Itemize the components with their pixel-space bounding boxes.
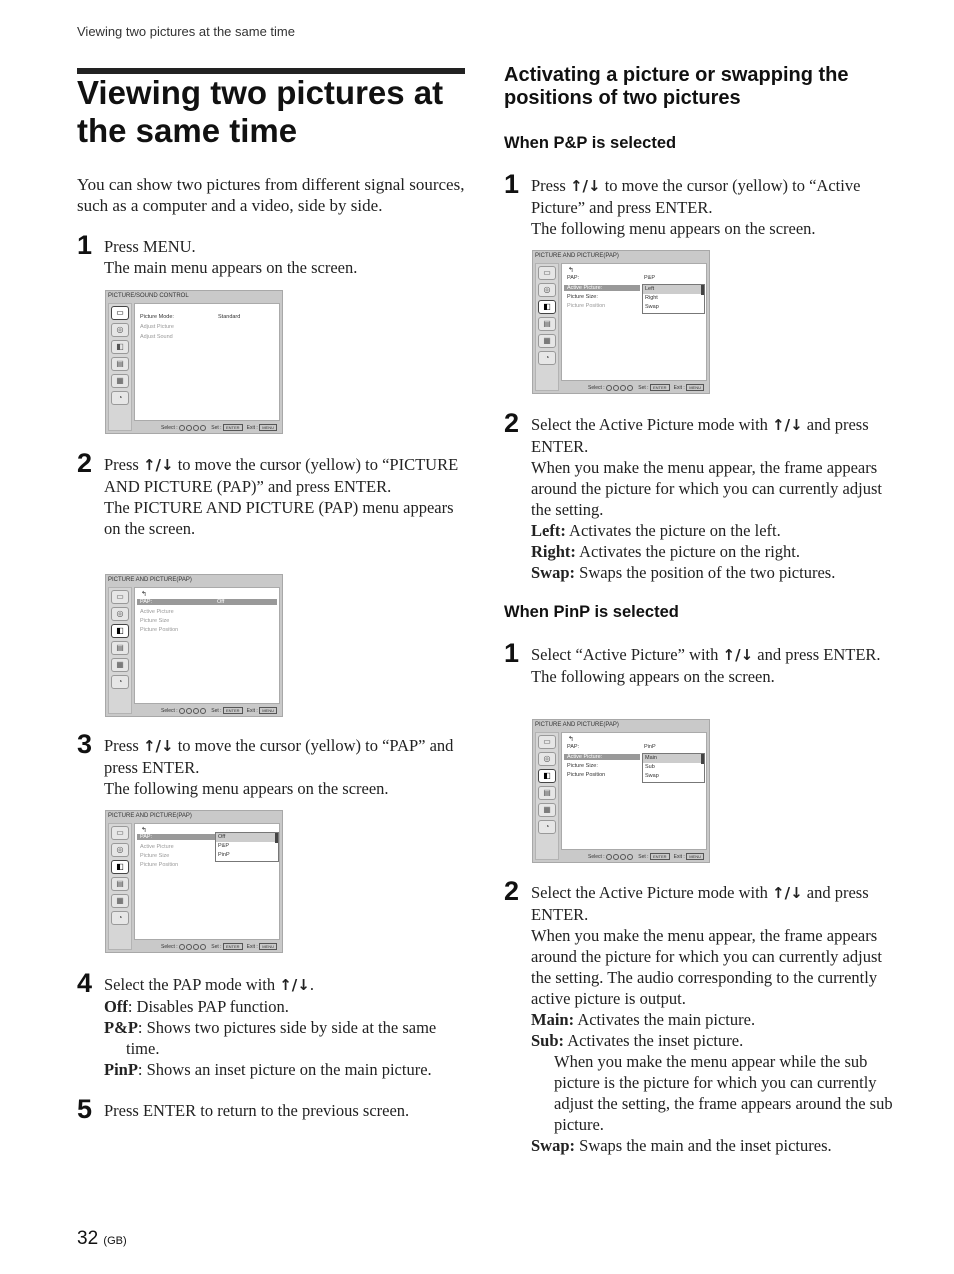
setup-icon: ▦ xyxy=(111,658,129,672)
dropdown-option[interactable]: Swap xyxy=(645,304,659,310)
section-title: Activating a picture or swapping the positions of two pictures xyxy=(504,64,849,109)
menu-row[interactable]: PAP: P&P xyxy=(567,275,656,281)
option-right: Right: Activates the picture on the right. xyxy=(531,542,800,561)
up-down-arrows-icon: ↑/↓ xyxy=(569,177,601,195)
menu-row[interactable]: Picture Position xyxy=(140,862,179,868)
step-text: Press ↑/↓ to move the cursor (yellow) to “PICTURE AND PICTURE (PAP)” and press ENTER. xyxy=(104,455,459,496)
step-text: Select “Active Picture” with ↑/↓ and press ENTER. xyxy=(531,645,881,664)
step-text: Press MENU. xyxy=(104,237,196,256)
input-icon: ▤ xyxy=(538,317,556,331)
menu-row[interactable]: Active Picture xyxy=(140,844,174,850)
step-text: The following appears on the screen. xyxy=(531,667,775,686)
menu-row[interactable]: PAP: PinP xyxy=(567,744,656,750)
menu-screen-pap-dropdown xyxy=(105,810,283,953)
menu-content xyxy=(134,587,280,704)
up-down-arrows-icon: ↑/↓ xyxy=(722,646,754,664)
feature-icon: ◎ xyxy=(538,752,556,766)
picture-sound-icon: ▭ xyxy=(538,735,556,749)
dropdown-scrollbar[interactable] xyxy=(275,833,278,843)
up-down-arrows-icon: ↑/↓ xyxy=(142,737,174,755)
menu-footer: Select : Set : ENTER Exit : MENU xyxy=(161,424,277,431)
menu-title: PICTURE AND PICTURE(PAP) xyxy=(535,722,619,728)
menu-row-value: Standard xyxy=(218,314,241,320)
pap-icon: ◧ xyxy=(111,624,129,638)
picture-sound-icon: ▭ xyxy=(538,266,556,280)
option-off: Off: Disables PAP function. xyxy=(104,997,289,1016)
subsection-title-pinp: When PinP is selected xyxy=(504,603,679,621)
step-number: 2 xyxy=(504,408,520,438)
active-picture-dropdown[interactable] xyxy=(642,284,705,314)
step-text: The following menu appears on the screen. xyxy=(104,779,389,798)
back-arrow-icon[interactable]: ↰ xyxy=(568,267,574,274)
page-title: Viewing two pictures at the same time xyxy=(77,74,444,149)
menu-row[interactable]: Picture Size: xyxy=(567,294,598,300)
setup-icon: ▦ xyxy=(538,334,556,348)
menu-row[interactable]: Picture Size: xyxy=(567,763,598,769)
menu-title: PICTURE AND PICTURE(PAP) xyxy=(108,577,192,583)
option-pinp: PinP: Shows an inset picture on the main picture. xyxy=(104,1060,432,1079)
timer-icon: ◔ xyxy=(538,351,556,365)
step-number: 1 xyxy=(504,169,520,199)
timer-icon: ◔ xyxy=(111,391,129,405)
active-picture-dropdown[interactable] xyxy=(642,753,705,783)
step-text: The main menu appears on the screen. xyxy=(104,258,358,277)
up-down-arrows-icon: ↑/↓ xyxy=(772,884,803,902)
picture-sound-icon: ▭ xyxy=(111,826,129,840)
back-arrow-icon[interactable]: ↰ xyxy=(141,827,147,834)
step-number: 4 xyxy=(77,968,93,998)
timer-icon: ◔ xyxy=(538,820,556,834)
back-arrow-icon[interactable]: ↰ xyxy=(568,736,574,743)
menu-row-value: P&P xyxy=(644,275,656,281)
menu-title: PICTURE/SOUND CONTROL xyxy=(108,293,189,299)
menu-row[interactable]: Active Picture xyxy=(140,609,174,615)
option-swap: Swap: Swaps the main and the inset pictures. xyxy=(531,1136,832,1155)
menu-row[interactable]: Active Picture: xyxy=(564,754,640,760)
pap-icon: ◧ xyxy=(111,340,129,354)
step-text: When you make the menu appear, the frame appears around the picture for which you can currently adjust the setting. xyxy=(531,458,882,519)
pap-mode-dropdown[interactable] xyxy=(215,832,279,862)
picture-sound-icon: ▭ xyxy=(111,590,129,604)
menu-row[interactable]: Picture Size xyxy=(140,618,170,624)
menu-row[interactable]: PAP: xyxy=(137,834,215,840)
input-icon: ▤ xyxy=(111,357,129,371)
menu-icon-strip xyxy=(108,587,132,714)
option-swap: Swap: Swaps the position of the two pictures. xyxy=(531,563,836,582)
menu-row[interactable]: Picture Position xyxy=(567,772,606,778)
setup-icon: ▦ xyxy=(111,894,129,908)
pap-icon: ◧ xyxy=(111,860,129,874)
menu-footer: Select : Set : ENTER Exit : MENU xyxy=(161,943,277,950)
dropdown-option[interactable]: Left xyxy=(643,285,704,294)
step-text: The PICTURE AND PICTURE (PAP) menu appears on the screen. xyxy=(104,498,454,538)
option-left: Left: Activates the picture on the left. xyxy=(531,521,781,540)
subsection-title-pp: When P&P is selected xyxy=(504,134,677,152)
menu-footer: Select : Set : ENTER Exit : MENU xyxy=(161,707,277,714)
menu-screen-pap xyxy=(105,574,283,717)
input-icon: ▤ xyxy=(538,786,556,800)
page-number: 32 (GB) xyxy=(77,1228,127,1249)
menu-footer: Select : Set : ENTER Exit : MENU xyxy=(588,853,704,860)
up-down-arrows-icon: ↑/↓ xyxy=(772,416,803,434)
menu-row[interactable]: PAP: Off xyxy=(137,599,277,605)
intro-paragraph: You can show two pictures from different signal sources, such as a computer and a video, side by side. xyxy=(77,175,465,215)
dropdown-option[interactable]: PinP xyxy=(218,852,230,858)
dropdown-option[interactable]: P&P xyxy=(218,843,230,849)
dropdown-option[interactable]: Off xyxy=(216,833,278,842)
menu-content xyxy=(134,823,280,940)
feature-icon: ◎ xyxy=(538,283,556,297)
feature-icon: ◎ xyxy=(111,323,129,337)
setup-icon: ▦ xyxy=(111,374,129,388)
menu-content xyxy=(561,263,707,381)
menu-row[interactable]: Adjust Picture xyxy=(140,324,174,330)
step-text: The following menu appears on the screen. xyxy=(531,219,816,238)
step-number: 5 xyxy=(77,1094,93,1124)
menu-row[interactable]: Active Picture: xyxy=(564,285,640,291)
pap-icon: ◧ xyxy=(538,769,556,783)
step-number: 1 xyxy=(77,230,93,260)
menu-footer: Select : Set : ENTER Exit : MENU xyxy=(588,384,704,391)
option-sub: Sub: Activates the inset picture. xyxy=(531,1031,744,1050)
timer-icon: ◔ xyxy=(111,911,129,925)
dropdown-scrollbar[interactable] xyxy=(701,754,704,764)
menu-icon-strip xyxy=(535,263,559,391)
input-icon: ▤ xyxy=(111,877,129,891)
step-text: Press ↑/↓ to move the cursor (yellow) to “Active Picture” and press ENTER. xyxy=(531,176,861,217)
feature-icon: ◎ xyxy=(111,607,129,621)
menu-screen-pp-active xyxy=(532,250,710,394)
menu-screen-picture-sound xyxy=(105,290,283,434)
setup-icon: ▦ xyxy=(538,803,556,817)
up-down-arrows-icon: ↑/↓ xyxy=(142,456,174,474)
menu-row-value: Off xyxy=(217,599,225,605)
menu-icon-strip xyxy=(535,732,559,860)
step-text: Press ENTER to return to the previous screen. xyxy=(104,1101,410,1120)
menu-title: PICTURE AND PICTURE(PAP) xyxy=(535,253,619,259)
menu-row[interactable]: Picture Position xyxy=(567,303,606,309)
step-number: 1 xyxy=(504,638,520,668)
running-header: Viewing two pictures at the same time xyxy=(77,24,295,39)
step-text: Select the Active Picture mode with ↑/↓ and press ENTER. xyxy=(531,883,869,924)
menu-row-value: PinP xyxy=(644,744,656,750)
picture-sound-icon: ▭ xyxy=(111,306,129,320)
menu-row[interactable]: Adjust Sound xyxy=(140,334,173,340)
step-number: 3 xyxy=(77,729,93,759)
menu-row[interactable]: Picture Mode: Standard xyxy=(140,314,241,320)
option-main: Main: Activates the main picture. xyxy=(531,1010,756,1029)
step-text: Select the PAP mode with ↑/↓. xyxy=(104,975,314,994)
menu-icon-strip xyxy=(108,823,132,950)
menu-screen-pinp-active xyxy=(532,719,710,863)
step-text: Select the Active Picture mode with ↑/↓ and press ENTER. xyxy=(531,415,869,456)
menu-content xyxy=(134,303,280,421)
dropdown-option[interactable]: Main xyxy=(643,754,704,763)
option-pp: P&P: Shows two pictures side by side at the same time. xyxy=(104,1018,437,1058)
step-text: When you make the menu appear, the frame appears around the picture for which you can currently adjust the setting. The audio corresponding to the currently active picture is output. xyxy=(531,926,882,1008)
sub-note: When you make the menu appear while the sub picture is the picture for which you can currently adjust the setting, the frame appears around the sub picture. xyxy=(554,1052,893,1134)
menu-content xyxy=(561,732,707,850)
back-arrow-icon[interactable]: ↰ xyxy=(141,591,147,598)
input-icon: ▤ xyxy=(111,641,129,655)
step-number: 2 xyxy=(77,448,93,478)
up-down-arrows-icon: ↑/↓ xyxy=(279,976,310,994)
timer-icon: ◔ xyxy=(111,675,129,689)
menu-row[interactable]: Picture Size xyxy=(140,853,170,859)
dropdown-scrollbar[interactable] xyxy=(701,285,704,295)
dropdown-option[interactable]: Swap xyxy=(645,773,659,779)
step-number: 2 xyxy=(504,876,520,906)
step-text: Press ↑/↓ to move the cursor (yellow) to “PAP” and press ENTER. xyxy=(104,736,454,777)
dropdown-option[interactable]: Right xyxy=(645,295,658,301)
menu-icon-strip xyxy=(108,303,132,431)
pap-icon: ◧ xyxy=(538,300,556,314)
feature-icon: ◎ xyxy=(111,843,129,857)
menu-row[interactable]: Picture Position xyxy=(140,627,179,633)
dropdown-option[interactable]: Sub xyxy=(645,764,655,770)
menu-title: PICTURE AND PICTURE(PAP) xyxy=(108,813,192,819)
